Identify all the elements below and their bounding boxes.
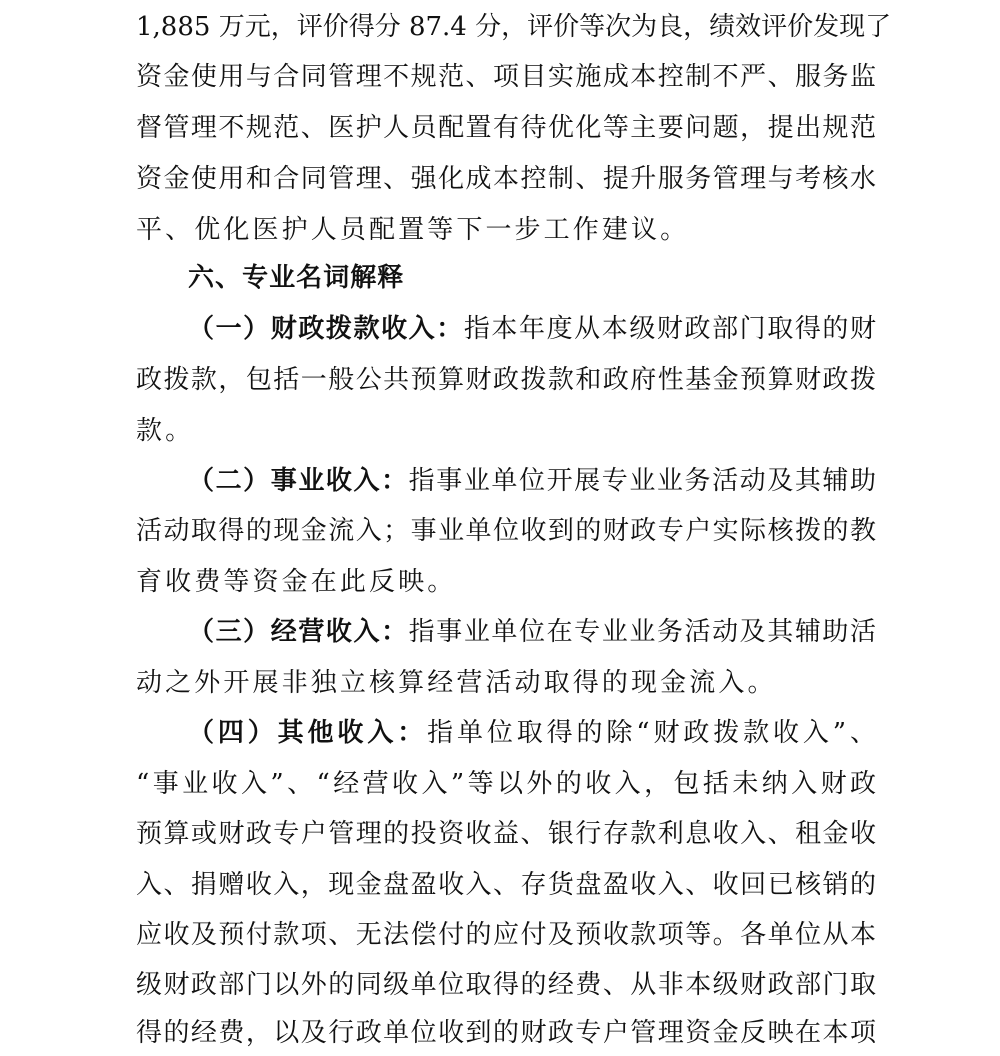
text-line [136, 759, 876, 809]
line-text: “事业收入”、“经营收入”等以外的收入，包括未纳入财政 [136, 769, 876, 799]
text-line [188, 456, 876, 506]
text-line [188, 304, 876, 354]
line-text: 得的经费，以及行政单位收到的财政专户管理资金反映在本项 [136, 1018, 876, 1048]
line-text: 指事业单位开展专业业务活动及其辅助 [408, 466, 876, 496]
text-line [136, 557, 876, 607]
text-line [136, 52, 876, 102]
line-text: 指本年度从本级财政部门取得的财 [463, 314, 876, 344]
line-text: 活动取得的现金流入；事业单位收到的财政专户实际核拨的教 [136, 516, 876, 546]
text-line [136, 658, 876, 708]
line-text: 平、优化医护人员配置等下一步工作建议。 [136, 215, 690, 245]
term-label: （一）财政拨款收入： [188, 314, 464, 344]
term-label: （四）其他收入： [188, 718, 428, 748]
line-text: 预算或财政专户管理的投资收益、银行存款利息收入、租金收 [136, 819, 876, 849]
line-text: 督管理不规范、医护人员配置有待优化等主要问题，提出规范 [136, 113, 876, 143]
line-text: 1,885 万元，评价得分 87.4 分，评价等次为良，绩效评价发现了 [136, 12, 892, 42]
text-line [136, 355, 876, 405]
line-text: 入、捐赠收入，现金盘盈收入、存货盘盈收入、收回已核销的 [136, 870, 876, 900]
text-line [136, 205, 876, 255]
line-text: 资金使用和合同管理、强化成本控制、提升服务管理与考核水 [136, 164, 876, 194]
line-text: 款。 [136, 416, 195, 446]
line-text: 资金使用与合同管理不规范、项目实施成本控制不严、服务监 [136, 62, 876, 92]
line-text: 育收费等资金在此反映。 [136, 567, 457, 597]
text-line [136, 860, 876, 910]
text-line [188, 607, 876, 657]
text-line [136, 154, 876, 204]
term-label: （三）经营收入： [188, 617, 409, 647]
text-line [136, 910, 876, 960]
text-line [136, 809, 876, 859]
text-line [136, 406, 876, 456]
line-text: 指事业单位在专业业务活动及其辅助活 [408, 617, 876, 647]
text-line [136, 506, 876, 556]
line-text: 应收及预付款项、无法偿付的应付及预收款项等。各单位从本 [136, 920, 876, 950]
section-heading [188, 253, 876, 303]
text-line [136, 2, 892, 52]
text-line [188, 708, 876, 758]
line-text: 政拨款，包括一般公共预算财政拨款和政府性基金预算财政拨 [136, 365, 876, 395]
text-line [136, 1008, 876, 1056]
term-label: （二）事业收入： [188, 466, 409, 496]
text-line [136, 103, 876, 153]
line-text: 指单位取得的除“财政拨款收入”、 [427, 718, 876, 748]
line-text: 级财政部门以外的同级单位取得的经费、从非本级财政部门取 [136, 970, 876, 1000]
text-line [136, 960, 876, 1010]
line-text: 动之外开展非独立核算经营活动取得的现金流入。 [136, 668, 777, 698]
section-heading-text: 六、专业名词解释 [188, 263, 405, 293]
